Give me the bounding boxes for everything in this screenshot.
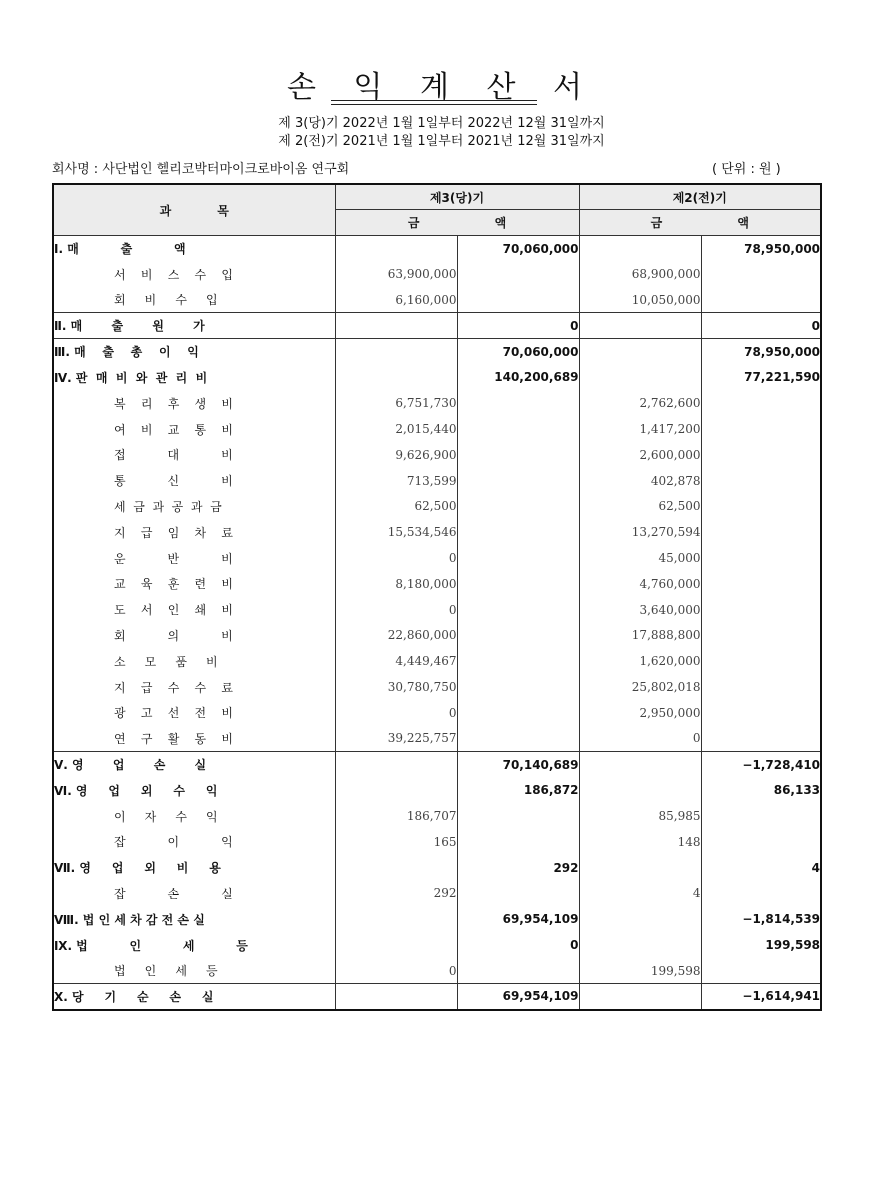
row-label: 교 육 훈 련 비 [53, 571, 335, 597]
prior-total-amount [701, 494, 821, 520]
row-label: 운 반 비 [53, 545, 335, 571]
current-total-amount [457, 597, 579, 623]
row-label: 여 비 교 통 비 [53, 416, 335, 442]
prior-detail-amount: 4,760,000 [579, 571, 701, 597]
row-label: Ⅲ. 매 출 총 이 익 [53, 339, 335, 365]
table-row [53, 390, 821, 416]
row-label: Ⅸ. 법 인 세 등 [53, 932, 335, 958]
current-detail-amount: 0 [335, 545, 457, 571]
prior-total-amount [701, 287, 821, 313]
prior-detail-amount: 62,500 [579, 494, 701, 520]
current-detail-amount: 15,534,546 [335, 519, 457, 545]
row-label: Ⅰ. 매 출 액 [53, 236, 335, 262]
current-detail-amount: 186,707 [335, 803, 457, 829]
row-label: 연 구 활 동 비 [53, 726, 335, 752]
prior-detail-amount [579, 777, 701, 803]
current-detail-amount [335, 932, 457, 958]
row-label: 잡 이 익 [53, 829, 335, 855]
row-label: 광 고 선 전 비 [53, 700, 335, 726]
current-detail-amount: 0 [335, 597, 457, 623]
prior-detail-amount: 85,985 [579, 803, 701, 829]
row-label: 통 신 비 [53, 468, 335, 494]
current-total-amount [457, 545, 579, 571]
prior-total-amount: 86,133 [701, 777, 821, 803]
table-row [53, 855, 821, 881]
prior-total-amount [701, 700, 821, 726]
current-detail-amount: 63,900,000 [335, 261, 457, 287]
table-row [53, 365, 821, 391]
prior-total-amount [701, 261, 821, 287]
row-label: Ⅶ. 영 업 외 비 용 [53, 855, 335, 881]
prior-total-amount: −1,728,410 [701, 752, 821, 778]
row-label: 법 인 세 등 [53, 958, 335, 984]
current-total-amount: 0 [457, 313, 579, 339]
current-detail-amount: 165 [335, 829, 457, 855]
prior-detail-amount: 3,640,000 [579, 597, 701, 623]
prior-total-amount: 77,221,590 [701, 365, 821, 391]
table-row [53, 571, 821, 597]
header-prior-period: 제2(전)기 [579, 184, 821, 210]
prior-total-amount [701, 571, 821, 597]
row-label: Ⅷ. 법 인 세 차 감 전 손 실 [53, 906, 335, 932]
current-detail-amount [335, 365, 457, 391]
row-label: Ⅳ. 판 매 비 와 관 리 비 [53, 365, 335, 391]
current-detail-amount [335, 906, 457, 932]
table-row [53, 726, 821, 752]
prior-total-amount [701, 597, 821, 623]
current-total-amount [457, 726, 579, 752]
table-row [53, 339, 821, 365]
current-total-amount: 186,872 [457, 777, 579, 803]
prior-total-amount: 4 [701, 855, 821, 881]
prior-total-amount [701, 803, 821, 829]
prior-total-amount [701, 519, 821, 545]
current-total-amount [457, 881, 579, 907]
row-label: 복 리 후 생 비 [53, 390, 335, 416]
current-total-amount [457, 829, 579, 855]
current-total-amount [457, 287, 579, 313]
prior-total-amount [701, 648, 821, 674]
row-label: 세 금 과 공 과 금 [53, 494, 335, 520]
table-row [53, 984, 821, 1010]
row-label: 서 비 스 수 입 [53, 261, 335, 287]
current-detail-amount: 39,225,757 [335, 726, 457, 752]
current-detail-amount: 0 [335, 700, 457, 726]
current-total-amount: 70,140,689 [457, 752, 579, 778]
header-amount-prior: 금 액 [579, 210, 821, 236]
current-total-amount [457, 468, 579, 494]
current-detail-amount [335, 339, 457, 365]
table-row [53, 287, 821, 313]
prior-total-amount [701, 881, 821, 907]
current-total-amount [457, 519, 579, 545]
current-detail-amount [335, 777, 457, 803]
prior-total-amount: 199,598 [701, 932, 821, 958]
row-label: 지 급 수 수 료 [53, 674, 335, 700]
prior-total-amount [701, 468, 821, 494]
prior-detail-amount: 4 [579, 881, 701, 907]
current-total-amount [457, 390, 579, 416]
prior-detail-amount: 2,950,000 [579, 700, 701, 726]
prior-detail-amount: 1,417,200 [579, 416, 701, 442]
table-row [53, 494, 821, 520]
current-detail-amount: 30,780,750 [335, 674, 457, 700]
row-label: 접 대 비 [53, 442, 335, 468]
prior-detail-amount: 13,270,594 [579, 519, 701, 545]
current-total-amount: 70,060,000 [457, 236, 579, 262]
row-label: Ⅵ. 영 업 외 수 익 [53, 777, 335, 803]
table-row [53, 442, 821, 468]
prior-detail-amount [579, 365, 701, 391]
prior-detail-amount: 2,762,600 [579, 390, 701, 416]
prior-total-amount: −1,814,539 [701, 906, 821, 932]
table-row [53, 932, 821, 958]
prior-total-amount: 78,950,000 [701, 236, 821, 262]
prior-total-amount: −1,614,941 [701, 984, 821, 1010]
current-total-amount [457, 261, 579, 287]
prior-detail-amount: 1,620,000 [579, 648, 701, 674]
company-name: 회사명 : 사단법인 헬리코박터마이크로바이옴 연구회 [52, 162, 350, 177]
table-row [53, 623, 821, 649]
current-detail-amount: 292 [335, 881, 457, 907]
current-total-amount: 140,200,689 [457, 365, 579, 391]
current-total-amount [457, 674, 579, 700]
current-detail-amount: 6,751,730 [335, 390, 457, 416]
statement-body [53, 236, 821, 1010]
current-detail-amount: 9,626,900 [335, 442, 457, 468]
prior-detail-amount [579, 339, 701, 365]
prior-detail-amount [579, 984, 701, 1010]
current-total-amount [457, 623, 579, 649]
current-total-amount [457, 700, 579, 726]
prior-detail-amount [579, 906, 701, 932]
table-row [53, 468, 821, 494]
current-detail-amount [335, 313, 457, 339]
table-row [53, 803, 821, 829]
table-row [53, 777, 821, 803]
prior-detail-amount: 68,900,000 [579, 261, 701, 287]
prior-total-amount [701, 623, 821, 649]
prior-detail-amount [579, 236, 701, 262]
prior-detail-amount: 0 [579, 726, 701, 752]
prior-detail-amount [579, 855, 701, 881]
table-row [53, 700, 821, 726]
document-title: 손 익 계 산 서 [286, 70, 597, 105]
current-detail-amount [335, 236, 457, 262]
header-current-period: 제3(당)기 [335, 184, 579, 210]
current-detail-amount [335, 984, 457, 1010]
current-total-amount: 70,060,000 [457, 339, 579, 365]
prior-detail-amount: 199,598 [579, 958, 701, 984]
row-label: Ⅴ. 영 업 손 실 [53, 752, 335, 778]
prior-detail-amount: 25,802,018 [579, 674, 701, 700]
current-total-amount [457, 648, 579, 674]
current-total-amount: 0 [457, 932, 579, 958]
unit-label: ( 단위 : 원 ) [712, 162, 781, 177]
title-underline [331, 100, 537, 101]
prior-total-amount [701, 726, 821, 752]
row-label: Ⅹ. 당 기 순 손 실 [53, 984, 335, 1010]
current-total-amount: 69,954,109 [457, 906, 579, 932]
table-row [53, 261, 821, 287]
table-row [53, 881, 821, 907]
row-label: 소 모 품 비 [53, 648, 335, 674]
row-label: 회 비 수 입 [53, 287, 335, 313]
current-total-amount: 69,954,109 [457, 984, 579, 1010]
prior-detail-amount: 148 [579, 829, 701, 855]
prior-detail-amount: 17,888,800 [579, 623, 701, 649]
prior-detail-amount [579, 313, 701, 339]
table-row [53, 958, 821, 984]
prior-detail-amount: 45,000 [579, 545, 701, 571]
prior-detail-amount [579, 932, 701, 958]
current-detail-amount: 4,449,467 [335, 648, 457, 674]
table-row [53, 236, 821, 262]
current-detail-amount: 8,180,000 [335, 571, 457, 597]
prior-total-amount [701, 416, 821, 442]
current-total-amount [457, 442, 579, 468]
prior-total-amount: 78,950,000 [701, 339, 821, 365]
current-total-amount [457, 571, 579, 597]
table-row [53, 648, 821, 674]
title-underline-double [331, 104, 537, 105]
current-detail-amount: 713,599 [335, 468, 457, 494]
row-label: 도 서 인 쇄 비 [53, 597, 335, 623]
table-row [53, 519, 821, 545]
prior-detail-amount: 2,600,000 [579, 442, 701, 468]
row-label: 회 의 비 [53, 623, 335, 649]
prior-total-amount [701, 390, 821, 416]
prior-detail-amount: 10,050,000 [579, 287, 701, 313]
table-row [53, 829, 821, 855]
table-row [53, 416, 821, 442]
header-subject: 과 목 [53, 184, 335, 236]
row-label: 지 급 임 차 료 [53, 519, 335, 545]
table-row [53, 545, 821, 571]
current-detail-amount [335, 752, 457, 778]
prior-total-amount [701, 958, 821, 984]
prior-total-amount: 0 [701, 313, 821, 339]
table-row [53, 313, 821, 339]
period-current: 제 3(당)기 2022년 1월 1일부터 2022년 12월 31일까지 [278, 116, 605, 131]
table-row [53, 752, 821, 778]
current-total-amount [457, 416, 579, 442]
current-detail-amount: 62,500 [335, 494, 457, 520]
current-detail-amount: 2,015,440 [335, 416, 457, 442]
table-row [53, 674, 821, 700]
row-label: 잡 손 실 [53, 881, 335, 907]
prior-detail-amount [579, 752, 701, 778]
income-statement-table [52, 183, 822, 1011]
prior-total-amount [701, 674, 821, 700]
current-total-amount: 292 [457, 855, 579, 881]
prior-total-amount [701, 442, 821, 468]
current-detail-amount: 6,160,000 [335, 287, 457, 313]
current-total-amount [457, 958, 579, 984]
prior-total-amount [701, 829, 821, 855]
current-total-amount [457, 494, 579, 520]
current-total-amount [457, 803, 579, 829]
prior-total-amount [701, 545, 821, 571]
row-label: 이 자 수 익 [53, 803, 335, 829]
period-prior: 제 2(전)기 2021년 1월 1일부터 2021년 12월 31일까지 [278, 134, 605, 149]
current-detail-amount: 0 [335, 958, 457, 984]
table-row [53, 597, 821, 623]
prior-detail-amount: 402,878 [579, 468, 701, 494]
header-amount-current: 금 액 [335, 210, 579, 236]
current-detail-amount [335, 855, 457, 881]
row-label: Ⅱ. 매 출 원 가 [53, 313, 335, 339]
current-detail-amount: 22,860,000 [335, 623, 457, 649]
table-row [53, 906, 821, 932]
